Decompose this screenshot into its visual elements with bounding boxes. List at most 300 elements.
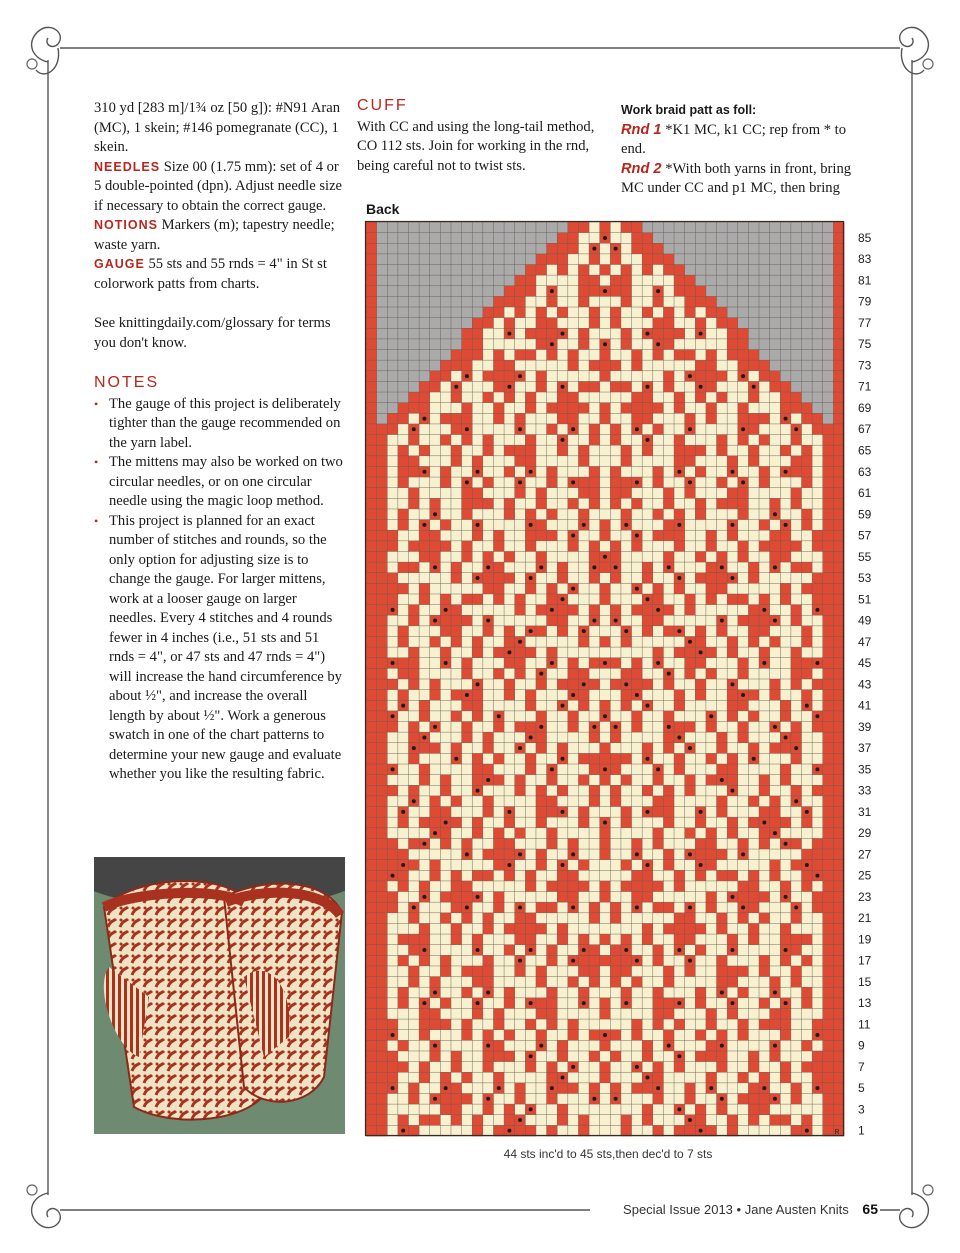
chart-cell <box>642 668 653 679</box>
chart-cell <box>833 360 844 371</box>
chart-cell <box>366 562 377 573</box>
chart-cell <box>738 275 749 286</box>
chart-cell <box>483 1104 494 1115</box>
chart-cell <box>674 339 685 350</box>
chart-cell <box>632 233 643 244</box>
chart-cell <box>472 381 483 392</box>
chart-cell <box>642 711 653 722</box>
chart-cell <box>493 679 504 690</box>
chart-cell <box>568 222 579 233</box>
chart-cell <box>398 955 409 966</box>
chart-cell <box>515 413 526 424</box>
chart-dot <box>656 767 660 771</box>
chart-cell <box>823 775 834 786</box>
chart-cell <box>419 339 430 350</box>
chart-cell <box>632 392 643 403</box>
chart-cell <box>685 892 696 903</box>
chart-cell <box>568 573 579 584</box>
chart-cell <box>727 350 738 361</box>
chart-cell <box>451 1083 462 1094</box>
chart-cell <box>610 233 621 244</box>
chart-cell <box>717 573 728 584</box>
chart-cell <box>706 541 717 552</box>
chart-cell <box>451 1008 462 1019</box>
chart-cell <box>653 923 664 934</box>
chart-cell <box>759 530 770 541</box>
chart-cell <box>812 913 823 924</box>
chart-cell <box>504 817 515 828</box>
chart-cell <box>377 902 388 913</box>
chart-cell <box>695 583 706 594</box>
chart-cell <box>695 966 706 977</box>
chart-cell <box>578 753 589 764</box>
chart-cell <box>674 435 685 446</box>
chart-cell <box>674 668 685 679</box>
chart-cell <box>430 1083 441 1094</box>
chart-cell <box>366 381 377 392</box>
chart-cell <box>621 562 632 573</box>
chart-cell <box>727 424 738 435</box>
chart-cell <box>685 275 696 286</box>
chart-cell <box>727 594 738 605</box>
chart-cell <box>600 807 611 818</box>
chart-cell <box>706 923 717 934</box>
chart-dot <box>433 991 437 995</box>
chart-cell <box>642 828 653 839</box>
chart-cell <box>663 328 674 339</box>
chart-cell <box>632 498 643 509</box>
chart-cell <box>462 1093 473 1104</box>
chart-cell <box>451 1093 462 1104</box>
chart-cell <box>802 541 813 552</box>
chart-cell <box>600 1008 611 1019</box>
chart-cell <box>759 403 770 414</box>
chart-cell <box>663 265 674 276</box>
chart-cell <box>695 870 706 881</box>
chart-cell <box>717 307 728 318</box>
chart-cell <box>462 403 473 414</box>
chart-cell <box>557 828 568 839</box>
chart-cell <box>833 339 844 350</box>
chart-cell <box>408 615 419 626</box>
chart-cell <box>557 615 568 626</box>
chart-cell <box>812 254 823 265</box>
chart-cell <box>515 785 526 796</box>
chart-cell <box>451 658 462 669</box>
chart-dot <box>529 576 533 580</box>
chart-cell <box>727 530 738 541</box>
chart-cell <box>525 785 536 796</box>
chart-cell <box>802 658 813 669</box>
notions-label: NOTIONS <box>94 218 158 232</box>
chart-cell <box>419 987 430 998</box>
chart-cell <box>791 392 802 403</box>
chart-cell <box>472 849 483 860</box>
chart-cell <box>578 923 589 934</box>
chart-cell <box>738 541 749 552</box>
chart-cell <box>472 732 483 743</box>
chart-cell <box>387 243 398 254</box>
chart-cell <box>547 1040 558 1051</box>
chart-cell <box>706 828 717 839</box>
chart-cell <box>695 828 706 839</box>
chart-cell <box>621 243 632 254</box>
chart-cell <box>387 307 398 318</box>
chart-dot <box>699 1129 703 1133</box>
chart-cell <box>504 881 515 892</box>
chart-cell <box>653 881 664 892</box>
chart-cell <box>387 828 398 839</box>
chart-cell <box>663 573 674 584</box>
chart-cell <box>770 764 781 775</box>
chart-cell <box>823 477 834 488</box>
chart-cell <box>493 541 504 552</box>
chart-cell <box>780 679 791 690</box>
chart-cell <box>472 1051 483 1062</box>
chart-dot <box>624 948 628 952</box>
chart-cell <box>547 307 558 318</box>
chart-cell <box>780 828 791 839</box>
chart-cell <box>748 605 759 616</box>
chart-cell <box>515 254 526 265</box>
chart-cell <box>366 296 377 307</box>
chart-cell <box>833 743 844 754</box>
chart-cell <box>525 381 536 392</box>
chart-cell <box>802 339 813 350</box>
chart-cell <box>632 977 643 988</box>
chart-cell <box>525 743 536 754</box>
chart-cell <box>833 902 844 913</box>
chart-cell <box>727 339 738 350</box>
chart-cell <box>685 1008 696 1019</box>
chart-cell <box>504 934 515 945</box>
chart-cell <box>632 286 643 297</box>
chart-cell <box>823 1030 834 1041</box>
chart-cell <box>759 690 770 701</box>
chart-cell <box>536 1072 547 1083</box>
chart-cell <box>462 934 473 945</box>
chart-dot <box>688 1118 692 1122</box>
chart-cell <box>812 520 823 531</box>
chart-cell <box>610 466 621 477</box>
chart-cell <box>440 615 451 626</box>
chart-cell <box>812 339 823 350</box>
chart-cell <box>727 1051 738 1062</box>
chart-cell <box>430 413 441 424</box>
chart-cell <box>547 456 558 467</box>
chart-cell <box>398 998 409 1009</box>
chart-cell <box>663 583 674 594</box>
chart-dot <box>550 1086 554 1090</box>
chart-cell <box>791 764 802 775</box>
chart-cell <box>440 339 451 350</box>
chart-cell <box>440 1125 451 1136</box>
chart-dot <box>603 820 607 824</box>
chart-cell <box>557 562 568 573</box>
chart-cell <box>812 594 823 605</box>
chart-cell <box>621 1062 632 1073</box>
chart-cell <box>610 860 621 871</box>
chart-cell <box>695 1093 706 1104</box>
chart-cell <box>748 286 759 297</box>
chart-cell <box>578 1030 589 1041</box>
chart-cell <box>430 605 441 616</box>
chart-cell <box>536 679 547 690</box>
chart-cell <box>483 785 494 796</box>
chart-cell <box>536 265 547 276</box>
chart-cell <box>462 1072 473 1083</box>
chart-cell <box>600 636 611 647</box>
chart-cell <box>748 966 759 977</box>
chart-cell <box>717 722 728 733</box>
chart-dot <box>688 427 692 431</box>
chart-cell <box>515 1093 526 1104</box>
chart-cell <box>430 1019 441 1030</box>
chart-cell <box>738 445 749 456</box>
chart-cell <box>462 1008 473 1019</box>
chart-cell <box>621 530 632 541</box>
chart-cell <box>759 796 770 807</box>
chart-cell <box>706 658 717 669</box>
chart-cell <box>578 892 589 903</box>
chart-dot <box>699 650 703 654</box>
chart-cell <box>632 318 643 329</box>
row-number: 59 <box>858 507 872 522</box>
chart-cell <box>525 1030 536 1041</box>
chart-cell <box>770 318 781 329</box>
chart-cell <box>621 870 632 881</box>
chart-cell <box>493 690 504 701</box>
chart-cell <box>589 318 600 329</box>
chart-cell <box>610 913 621 924</box>
chart-cell <box>748 807 759 818</box>
chart-cell <box>398 987 409 998</box>
chart-cell <box>663 477 674 488</box>
chart-cell <box>791 509 802 520</box>
chart-cell <box>536 573 547 584</box>
chart-cell <box>451 966 462 977</box>
chart-cell <box>642 934 653 945</box>
chart-cell <box>695 690 706 701</box>
chart-cell <box>578 732 589 743</box>
chart-cell <box>589 807 600 818</box>
chart-cell <box>717 700 728 711</box>
chart-dot <box>635 427 639 431</box>
chart-dot <box>645 863 649 867</box>
chart-cell <box>578 700 589 711</box>
chart-cell <box>430 902 441 913</box>
chart-cell <box>430 838 441 849</box>
notions-text: Markers (m); tapestry needle; waste yarn. <box>94 217 335 253</box>
chart-cell <box>802 626 813 637</box>
chart-cell <box>408 966 419 977</box>
chart-cell <box>440 1019 451 1030</box>
chart-cell <box>759 466 770 477</box>
chart-cell <box>462 1104 473 1115</box>
chart-cell <box>430 254 441 265</box>
chart-cell <box>653 955 664 966</box>
chart-cell <box>823 1072 834 1083</box>
chart-cell <box>748 1083 759 1094</box>
chart-cell <box>525 1019 536 1030</box>
chart-cell <box>791 923 802 934</box>
chart-cell <box>823 541 834 552</box>
chart-cell <box>547 870 558 881</box>
chart-cell <box>600 923 611 934</box>
chart-cell <box>462 605 473 616</box>
chart-cell <box>738 456 749 467</box>
chart-cell <box>802 998 813 1009</box>
chart-cell <box>387 838 398 849</box>
chart-cell <box>398 977 409 988</box>
chart-dot <box>401 863 405 867</box>
chart-cell <box>727 1019 738 1030</box>
chart-cell <box>823 275 834 286</box>
chart-cell <box>770 233 781 244</box>
chart-cell <box>770 796 781 807</box>
chart-cell <box>663 435 674 446</box>
chart-cell <box>717 690 728 701</box>
chart-cell <box>493 753 504 764</box>
chart-cell <box>578 817 589 828</box>
chart-cell <box>504 360 515 371</box>
chart-cell <box>642 817 653 828</box>
chart-cell <box>759 732 770 743</box>
chart-cell <box>653 690 664 701</box>
chart-cell <box>547 881 558 892</box>
chart-cell <box>504 551 515 562</box>
chart-cell <box>610 254 621 265</box>
chart-cell <box>408 753 419 764</box>
chart-cell <box>525 1115 536 1126</box>
chart-cell <box>451 743 462 754</box>
chart-cell <box>398 626 409 637</box>
chart-cell <box>674 530 685 541</box>
chart-cell <box>568 828 579 839</box>
chart-cell <box>387 381 398 392</box>
chart-dot <box>550 661 554 665</box>
chart-cell <box>802 711 813 722</box>
row-number: 45 <box>858 656 872 671</box>
chart-cell <box>600 1062 611 1073</box>
chart-cell <box>632 817 643 828</box>
chart-cell <box>610 318 621 329</box>
chart-cell <box>802 775 813 786</box>
chart-cell <box>717 594 728 605</box>
chart-cell <box>653 307 664 318</box>
chart-cell <box>472 913 483 924</box>
chart-cell <box>600 1093 611 1104</box>
chart-cell <box>366 753 377 764</box>
chart-cell <box>525 296 536 307</box>
chart-cell <box>706 551 717 562</box>
chart-cell <box>727 445 738 456</box>
chart-cell <box>748 902 759 913</box>
chart-cell <box>366 350 377 361</box>
chart-cell <box>387 923 398 934</box>
chart-cell <box>770 711 781 722</box>
chart-cell <box>642 923 653 934</box>
chart-cell <box>377 435 388 446</box>
chart-cell <box>802 690 813 701</box>
chart-cell <box>536 658 547 669</box>
chart-cell <box>377 371 388 382</box>
chart-dot <box>794 906 798 910</box>
chart-cell <box>377 955 388 966</box>
chart-cell <box>738 934 749 945</box>
chart-cell <box>748 700 759 711</box>
chart-cell <box>430 743 441 754</box>
chart-cell <box>610 360 621 371</box>
chart-cell <box>451 764 462 775</box>
chart-cell <box>642 1040 653 1051</box>
chart-cell <box>536 902 547 913</box>
chart-cell <box>578 658 589 669</box>
chart-dot <box>645 757 649 761</box>
chart-cell <box>706 1008 717 1019</box>
chart-cell <box>706 381 717 392</box>
chart-cell <box>632 753 643 764</box>
chart-cell <box>653 711 664 722</box>
chart-cell <box>674 488 685 499</box>
row-number: 49 <box>858 613 872 628</box>
chart-cell <box>408 1040 419 1051</box>
chart-cell <box>695 817 706 828</box>
chart-cell <box>398 647 409 658</box>
chart-cell <box>493 934 504 945</box>
chart-cell <box>802 573 813 584</box>
chart-cell <box>685 541 696 552</box>
chart-cell <box>472 1125 483 1136</box>
chart-cell <box>610 435 621 446</box>
chart-cell <box>557 520 568 531</box>
chart-dot <box>401 1129 405 1133</box>
chart-cell <box>419 296 430 307</box>
chart-cell <box>515 466 526 477</box>
row-number: 81 <box>858 273 872 288</box>
chart-cell <box>387 902 398 913</box>
chart-cell <box>610 658 621 669</box>
chart-cell <box>483 328 494 339</box>
chart-cell <box>398 753 409 764</box>
chart-cell <box>483 753 494 764</box>
chart-dot <box>635 480 639 484</box>
chart-cell <box>440 1115 451 1126</box>
chart-cell <box>812 541 823 552</box>
chart-cell <box>589 1051 600 1062</box>
chart-cell <box>398 488 409 499</box>
chart-cell <box>791 1104 802 1115</box>
chart-cell <box>802 381 813 392</box>
chart-cell <box>536 881 547 892</box>
chart-cell <box>748 509 759 520</box>
chart-cell <box>451 233 462 244</box>
chart-cell <box>515 328 526 339</box>
chart-cell <box>632 838 643 849</box>
chart-dot <box>784 948 788 952</box>
chart-cell <box>568 1008 579 1019</box>
chart-cell <box>791 1008 802 1019</box>
chart-cell <box>504 775 515 786</box>
chart-cell <box>366 435 377 446</box>
row-number: 73 <box>858 358 872 373</box>
chart-cell <box>717 785 728 796</box>
chart-dot <box>433 725 437 729</box>
chart-cell <box>780 668 791 679</box>
chart-cell <box>621 509 632 520</box>
row-number: 83 <box>858 252 872 267</box>
chart-cell <box>493 796 504 807</box>
